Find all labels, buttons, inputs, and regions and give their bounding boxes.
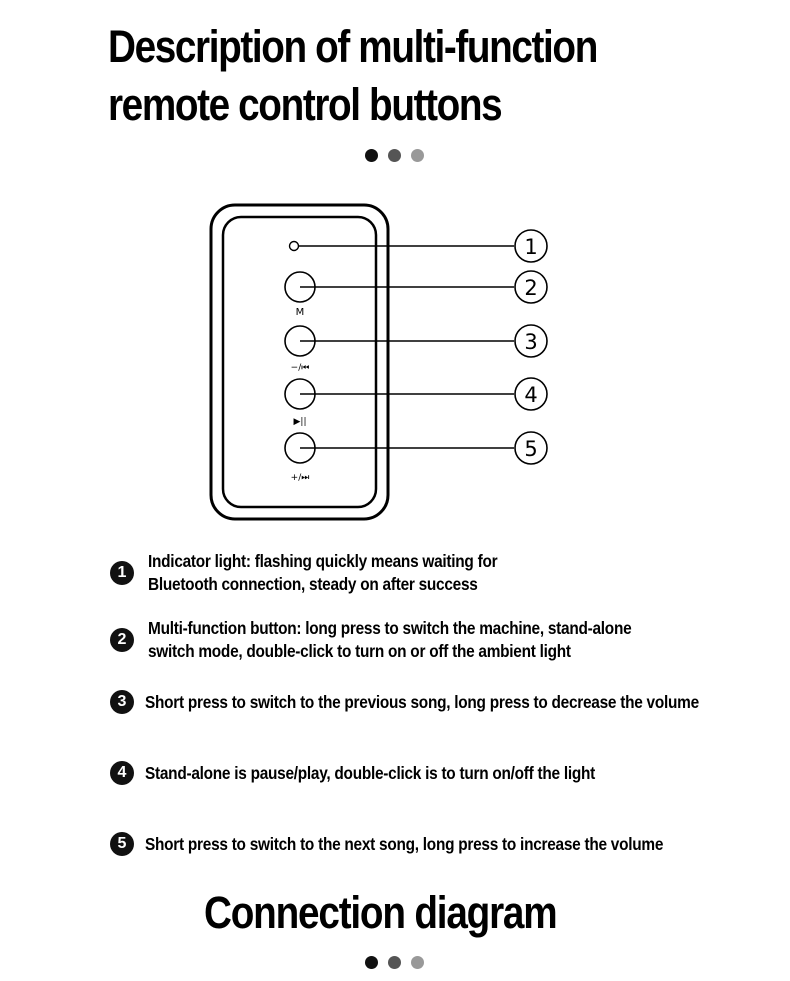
number-badge-2: 2 [110, 628, 134, 652]
number-badge-5: 5 [110, 832, 134, 856]
carousel-dots-bottom [365, 956, 424, 969]
dot-3 [411, 956, 424, 969]
button-label-play-pause: ▶|| [293, 417, 307, 427]
callout-number-4: 4 [524, 383, 538, 407]
dot-2 [388, 956, 401, 969]
callout-number-1: 1 [524, 235, 538, 259]
section-title-connection-diagram: Connection diagram [204, 887, 557, 938]
number-badge-1: 1 [110, 561, 134, 585]
description-1-line-2: Bluetooth connection, steady on after success [148, 574, 478, 594]
description-2-line-1: Multi-function button: long press to switch the machine, stand-alone [148, 618, 632, 638]
description-item-3 [110, 690, 774, 714]
description-item-5 [110, 832, 734, 856]
description-text-3 [145, 691, 699, 714]
indicator-light-icon [290, 242, 299, 251]
dot-1 [365, 956, 378, 969]
callout-number-2: 2 [524, 276, 538, 300]
button-label-previous: −/⏮ [290, 363, 310, 373]
page-title-line-2: remote control buttons [108, 79, 502, 130]
description-item-1 [110, 550, 545, 596]
button-label-next: +/⏭ [290, 473, 310, 483]
button-label-m: M [295, 307, 305, 318]
description-3-line-1: Short press to switch to the previous song, long press to decrease the volume [145, 691, 699, 712]
description-text-1 [148, 550, 497, 596]
page-title-line-1: Description of multi-function [108, 21, 597, 72]
description-text-4 [145, 762, 595, 785]
number-badge-4: 4 [110, 761, 134, 785]
callout-number-5: 5 [524, 437, 538, 461]
callout-number-3: 3 [524, 330, 538, 354]
number-badge-3: 3 [110, 690, 134, 714]
description-5-line-1: Short press to switch to the next song, long press to increase the volume [145, 833, 664, 854]
description-2-line-2: switch mode, double-click to turn on or off the ambient light [148, 641, 571, 661]
description-item-4 [110, 761, 656, 785]
description-item-2 [110, 617, 697, 663]
description-text-5 [145, 833, 663, 856]
description-text-2 [148, 617, 631, 663]
remote-outer-shell [211, 205, 388, 519]
description-1-line-1: Indicator light: flashing quickly means waiting for [148, 551, 498, 571]
description-4-line-1: Stand-alone is pause/play, double-click is to turn on/off the light [145, 762, 596, 783]
